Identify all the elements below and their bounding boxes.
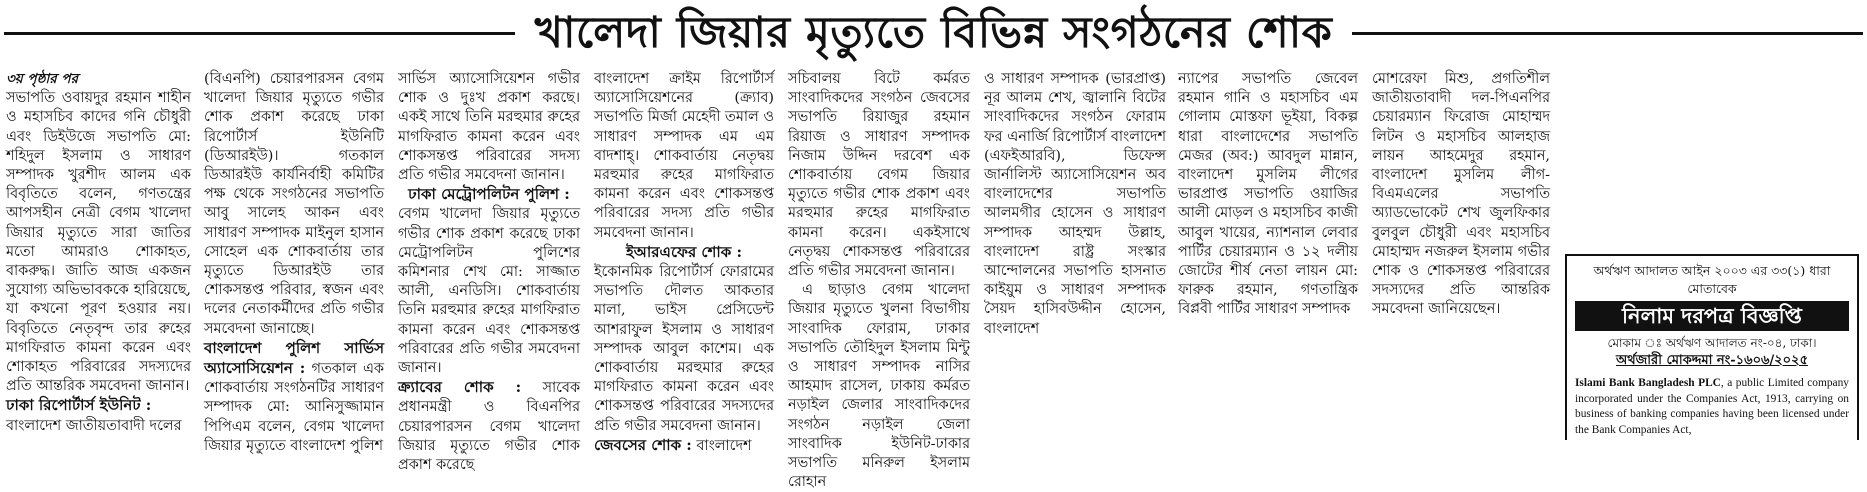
section-subhead: বাংলাদেশ পুলিশ সার্ভিস অ্যাসোসিয়েশন : [204,338,384,378]
article-column-3 [398,70,581,474]
column-text: (বিএনপি) চেয়ারপারসন বেগম খালেদা জিয়ার মৃত্যুতে গভীর শোক প্রকাশ করেছে ঢাকা রিপোর্টার্স ইউনিটি (ডিআরইউ)। গতকাল ডিআরইউ কার্যনির্বাহী কমিটির পক্ষ থেকে সংগঠনের সভাপতি আবু সালেহ আকন এবং সাধারণ সম্পাদক মাইনুল হাসান সোহেল এক শোকবার্তায় তার মৃত্যুতে ডিআরইউ তার শোকসন্তপ্ত পরিবার, স্বজন এবং দলের নেতাকর্মীদের প্রতি গভীর সমবেদনা জানাচ্ছে। [204,71,384,337]
column-text: সচিবালয় বিটে কর্মরত সাংবাদিকদের সংগঠন জেবসের সভাপতি রিয়াজুর রহমান রিয়াজ ও সাধারণ সম্পাদক নিজাম উদ্দিন দরবেশ এক শোকবার্তায় বেগম জিয়ার মৃত্যুতে গভীর শোক প্রকাশ এবং মরহুমার রুহের মাগফিরাত কামনা করেন। একইসাথে নেতৃদ্বয় শোকসন্তপ্ত পরিবারের প্রতি গভীর সমবেদনা জানান। [788,71,970,280]
ad-case-number: অর্থজারী মোকদ্দমা নং-১৬০৬/২০২৫ [1615,353,1809,368]
headline-rule-left [4,32,515,35]
continued-from-label: ৩য় পৃষ্ঠার পর [6,71,79,87]
column-text: ন্যাপের সভাপতি জেবেল রহমান গানি ও মহাসচিব এম গোলাম মোস্তফা ভূইয়া, বিকল্প ধারা বাংলাদেশের সভাপতি মেজর (অব:) আবদুল মান্নান, বাংলাদেশ মুসলিম লীগের ভারপ্রাপ্ত সভাপতি ওয়াজির আলী মোড়ল ও মহাসচিব কাজী আবুল খায়ের, ন্যাশনাল লেবার পার্টির চেয়ারম্যান ও ১২ দলীয় জোটের শীর্ষ নেতা লায়ন মো: ফারুক রহমান, গণতান্ত্রিক বিপ্লবী পার্টির সাধারণ সম্পাদক [1178,71,1358,318]
ad-title: নিলাম দরপত্র বিজ্ঞপ্তি [1575,301,1849,331]
auction-notice-ad [1565,254,1859,440]
section-subhead: জেবসের শোক : [594,435,692,454]
article-column-7 [1178,70,1358,440]
article-column-1 [6,70,191,440]
article-column-6 [984,70,1166,440]
column-text: বেগম খালেদা জিয়ার মৃত্যুতে গভীর শোক প্রকাশ করেছে ঢাকা মেট্রোপলিটন পুলিশের কমিশনার শেখ মো: সাজ্জাত আলী, এনডিসি। শোকবার্তায় তিনি মরহুমার রুহের মাগফিরাত কামনা করেন এবং শোকসন্তপ্ত পরিবারের প্রতি গভীর সমবেদনা জানান। [398,206,580,377]
article-column-5 [788,70,970,491]
article-column-4 [594,70,774,454]
headline: খালেদা জিয়ার মৃত্যুতে বিভিন্ন সংগঠনের শোক [534,8,1333,58]
article-column-2 [204,70,384,454]
column-text: গতকাল এক শোকবার্তায় সংগঠনটির সাধারণ সম্পাদক মো: আনিসুজ্জামান পিপিএম বলেন, বেগম খালেদা জিয়ার মৃত্যুতে বাংলাদেশ পুলিশ [204,361,384,454]
column-text: মোশরেফা মিশু, প্রগতিশীল জাতীয়তাবাদী দল-পিএনপির চেয়ারম্যান ফিরোজ মোহাম্মদ লিটন ও মহাসচিব আলহাজ লায়ন আহমেদুর রহমান, বাংলাদেশ মুসলিম লীগ-বিএমএলের সভাপতি অ্যাডভোকেট শেখ জুলফিকার বুলবুল চৌধুরী এবং মহাসচিব মোহাম্মদ নজরুল ইসলাম গভীর শোক ও শোকসন্তপ্ত পরিবারের সদস্যদের প্রতি আন্তরিক সমবেদনা জানিয়েছেন। [1372,71,1550,318]
section-subhead: ক্র্যাবের শোক : [398,378,522,397]
headline-row [0,0,1867,66]
ad-body-text: , a public Limited company incorporated under the Companies Act, 1913, carrying on business of banking companies having been licensed under the Bank Companies Act, [1575,377,1849,436]
column-text: ও সাধারণ সম্পাদক (ভারপ্রাপ্ত) নূর আলম শেখ, জ্বালানি বিটের সাংবাদিকদের সংগঠন ফোরাম ফর এনার্জি রিপোর্টার্স বাংলাদেশ (এফইআরবি), ডিফেন্স জার্নালিস্ট অ্যাসোসিয়েশন অব বাংলাদেশের সভাপতি আলমগীর হোসেন ও সাধারণ সম্পাদক আহম্মদ উল্লাহ, বাংলাদেশ রাষ্ট্র সংস্কার আন্দোলনের সভাপতি হাসনাত কাইয়ুম ও সাধারণ সম্পাদক সৈয়দ হাসিবউদ্দীন হোসেন, বাংলাদেশ [984,71,1166,337]
column-text: বাংলাদেশ জাতীয়তাবাদী দলের [6,417,182,434]
column-text: এ ছাড়াও বেগম খালেদা জিয়ার মৃত্যুতে খুলনা বিভাগীয় সাংবাদিক ফোরাম, ঢাকার সভাপতি তৌহিদুল ইসলাম মিন্টু ও সাধারণ সম্পাদক নাসির আহমাদ রাসেল, ঢাকায় কর্মরত নড়াইল জেলার সাংবাদিকদের সংগঠন নড়াইল জেলা সাংবাদিক ইউনিট-ঢাকার সভাপতি মনিরুল ইসলাম রোহান [788,282,970,491]
column-text: সভাপতি ওবায়দুর রহমান শাহীন ও মহাসচিব কাদের গনি চৌধুরী এবং ডিইউজে সভাপতি মো: শহিদুল ইসলাম ও সাধারণ সম্পাদক খুরশীদ আলম এক বিবৃতিতে বলেন, গণতন্ত্রের আপসহীন নেত্রী বেগম খালেদা জিয়ার মৃত্যুতে সারা জাতির মতো আমরাও শোকাহত, বাকরুদ্ধ। জাতি আজ একজন সুযোগ্য অভিভাবককে হারিয়েছে, যা কখনো পূরণ হওয়ার নয়। বিবৃতিতে নেতৃবৃন্দ তার রুহের মাগফিরাত কামনা করেন এবং শোকাহত পরিবারের সদস্যদের প্রতি আন্তরিক সমবেদনা জানান। [6,90,191,395]
column-text: ইকোনমিক রিপোর্টার্স ফোরামের সভাপতি দৌলত আকতার মালা, ভাইস প্রেসিডেন্ট আশরাফুল ইসলাম ও সাধারণ সম্পাদক আবুল কাশেম। এক শোকবার্তায় মরহুমার রুহের মাগফিরাত কামনা করেন এবং শোকসন্তপ্ত পরিবারের সদস্যদের প্রতি গভীর সমবেদনা জানান। [594,264,774,434]
article-column-8 [1372,70,1550,440]
section-subhead: ইআরএফের শোক : [626,242,742,261]
column-text: বাংলাদেশ [696,437,752,454]
ad-law-reference: অর্থঋণ আদালত আইন ২০০৩ এর ৩৩(১) ধারা মোতাবেক [1593,263,1831,296]
section-subhead: ঢাকা রিপোর্টার্স ইউনিট : [6,396,152,415]
column-text: সাবেক প্রধানমন্ত্রী ও বিএনপির চেয়ারপারসন বেগম খালেদা জিয়ার মৃত্যুতে গভীর শোক প্রকাশ করেছে [398,380,581,474]
column-text: সার্ভিস অ্যাসোসিয়েশন গভীর শোক ও দুঃখ প্রকাশ করছে। একই সাথে তিনি মরহুমার রুহের মাগফিরাত কামনা করেন এবং শোকসন্তপ্ত পরিবারের সদস্য প্রতি গভীর সমবেদনা জানান। [398,71,580,184]
section-subhead: ঢাকা মেট্রোপলিটন পুলিশ : [408,185,570,204]
headline-rule-right [1352,32,1863,35]
ad-bank-name: Islami Bank Bangladesh PLC [1575,377,1721,389]
column-text: বাংলাদেশ ক্রাইম রিপোর্টার্স অ্যাসোসিয়েশনের (ক্র্যাব) সভাপতি মির্জা মেহেদী তমাল ও সাধারণ সম্পাদক এম এম বাদশাহ্। শোকবার্তায় নেতৃদ্বয় মরহুমার রুহের মাগফিরাত কামনা করেন এবং শোকসন্তপ্ত পরিবারের সদস্য প্রতি গভীর সমবেদনা জানান। [594,71,774,241]
ad-court: মোকাম ঃ অর্থঋণ আদালত নং-০৪, ঢাকা। [1607,336,1817,350]
ad-body [1575,376,1849,438]
